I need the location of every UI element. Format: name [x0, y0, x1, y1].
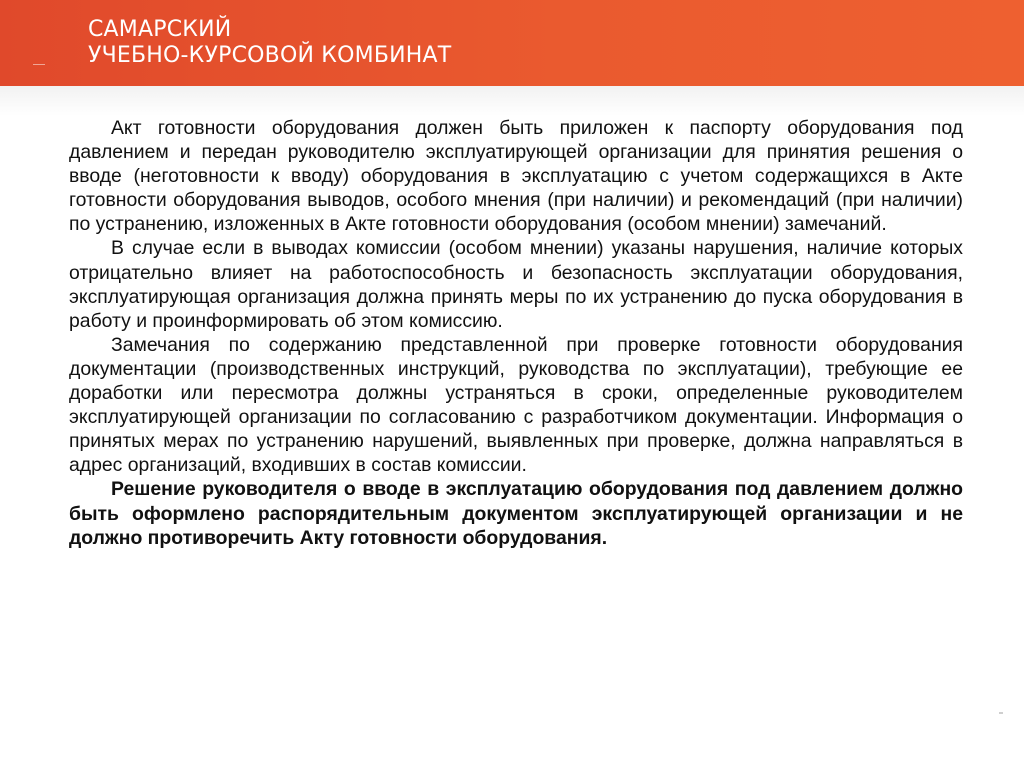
brand-line-2: УЧЕБНО-КУРСОВОЙ КОМБИНАТ — [88, 43, 452, 68]
paragraph-1: Акт готовности оборудования должен быть приложен к паспорту оборудования под давлением и передан руководителю эксплуатирующей организации для принятия решения о вводе (неготовности к вводу) оборудования в эксплуатацию с учетом содержащихся в Акте готовности оборудования выводов, особого мнения (при наличии) и рекомендаций (при наличии) по устранению, изложенных в Акте готовности оборудования (особом мнении) замечаний. — [69, 117, 963, 236]
decorative-dot — [999, 712, 1003, 714]
header-bar — [0, 0, 1024, 86]
brand-logo-text — [88, 17, 451, 69]
paragraph-2: В случае если в выводах комиссии (особом мнении) указаны нарушения, наличие которых отрицательно влияет на работоспособность и безопасность эксплуатации оборудования, эксплуатирующая организация должна принять меры по их устранению до пуска оборудования в работу и проинформировать об этом комиссию. — [69, 237, 963, 332]
header-shadow — [0, 86, 1024, 116]
slide-body — [69, 116, 963, 550]
corner-mark — [33, 64, 45, 65]
paragraph-4-bold: Решение руководителя о вводе в эксплуатацию оборудования под давлением должно быть оформлено распорядительным документом эксплуатирующей организации и не должно противоречить Акту готовности оборудования. — [69, 478, 963, 549]
paragraph-3: Замечания по содержанию представленной при проверке готовности оборудования документации (производственных инструкций, руководства по эксплуатации), требующие ее доработки или пересмотра должны устраняться в сроки, определенные руководителем эксплуатирующей организации по согласованию с разработчиком документации. Информация о принятых мерах по устранению нарушений, выявленных при проверке, должна направляться в адрес организаций, входивших в состав комиссии. — [69, 333, 963, 477]
brand-line-1: САМАРСКИЙ — [88, 17, 232, 42]
